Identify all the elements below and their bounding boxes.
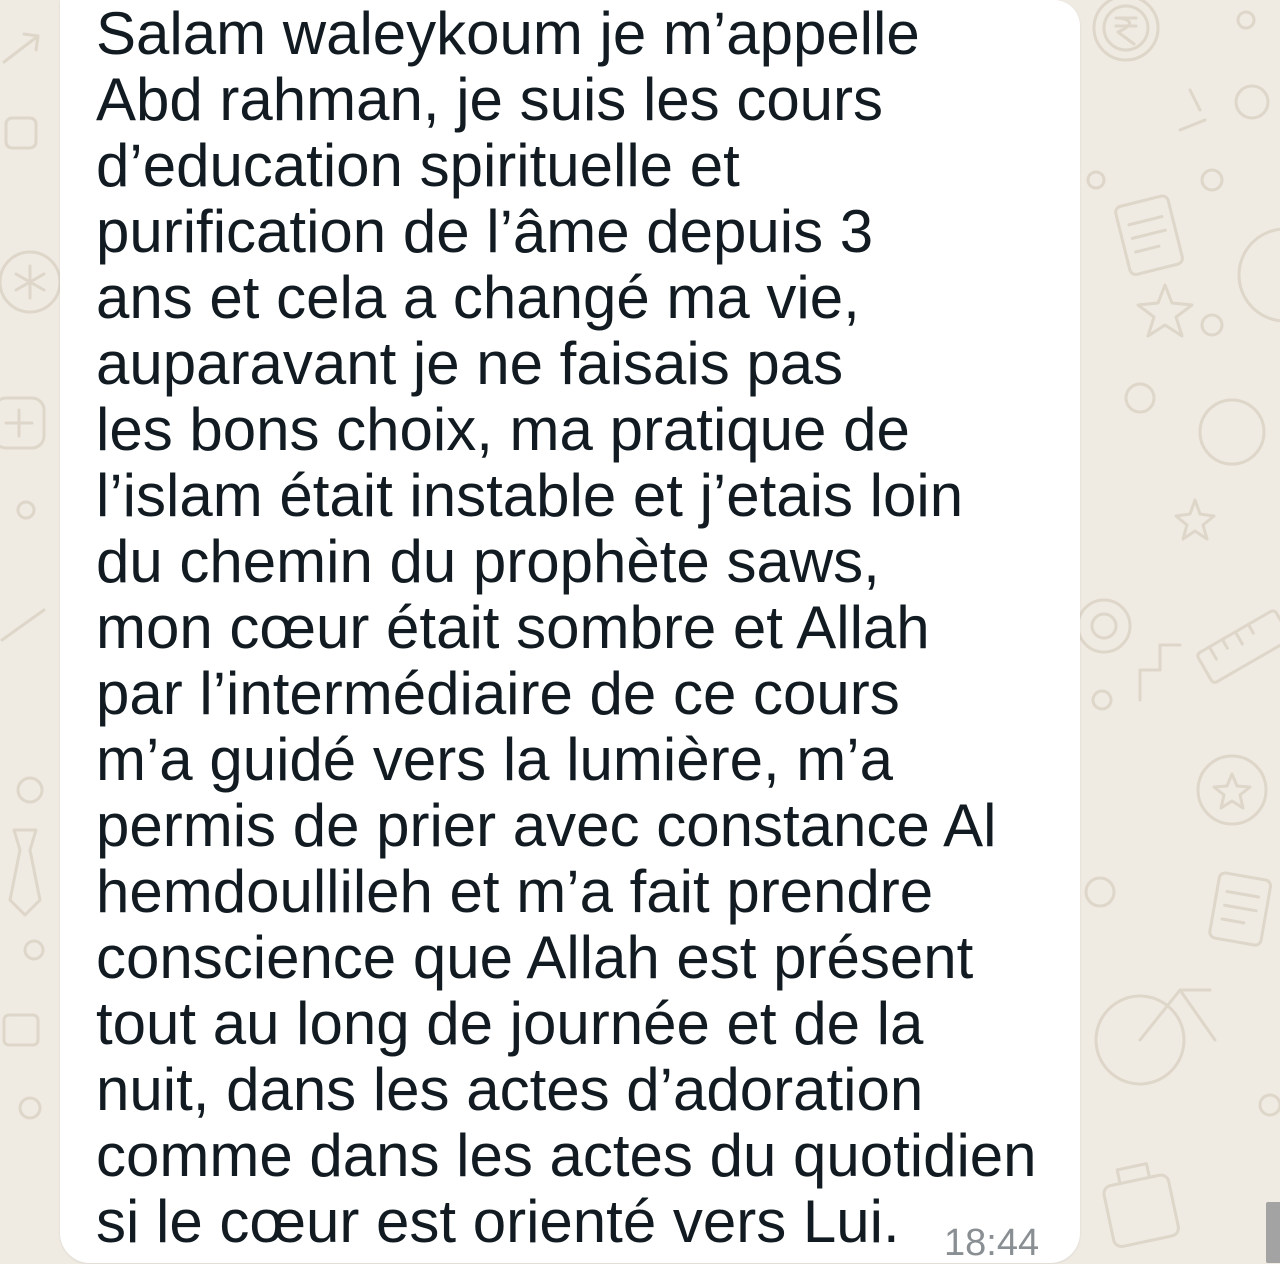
dot-doodle bbox=[20, 1098, 40, 1118]
message-line: Abd rahman, je suis les cours bbox=[96, 66, 884, 133]
tie-doodle bbox=[10, 830, 40, 915]
dot-doodle bbox=[1260, 1095, 1280, 1115]
message-line: permis de prier avec constance Al bbox=[96, 792, 997, 859]
star-badge-icon bbox=[1198, 756, 1266, 824]
star-icon bbox=[1176, 500, 1214, 539]
round-icon bbox=[1239, 229, 1280, 321]
message-line: m’a guidé vers la lumière, m’a bbox=[96, 726, 893, 793]
dot-doodle bbox=[18, 778, 42, 802]
message-line: du chemin du prophète saws, bbox=[96, 528, 880, 595]
receipt-icon bbox=[1209, 872, 1272, 946]
message-line: si le cœur est orienté vers Lui. bbox=[96, 1188, 900, 1255]
message-line: auparavant je ne faisais pas bbox=[96, 330, 844, 397]
message-line: Salam waleykoum je m’appelle bbox=[96, 0, 920, 67]
message-line: purification de l’âme depuis 3 bbox=[96, 198, 874, 265]
square-doodle bbox=[4, 1015, 38, 1045]
asterisk-doodle bbox=[16, 266, 44, 298]
message-line: conscience que Allah est présent bbox=[96, 924, 974, 991]
dot-doodle bbox=[1126, 384, 1154, 412]
coin-icon-mark bbox=[1116, 18, 1136, 44]
dot-doodle bbox=[1086, 878, 1114, 906]
receipt-icon bbox=[1114, 195, 1183, 276]
message-line: l’islam était instable et j’etais loin bbox=[96, 462, 964, 529]
arrow-icon bbox=[4, 34, 38, 62]
dot-doodle bbox=[1238, 12, 1254, 28]
message-text bbox=[96, 1, 1037, 1255]
line-doodle bbox=[2, 610, 44, 640]
dot-doodle bbox=[1088, 172, 1104, 188]
dot-doodle bbox=[1202, 315, 1222, 335]
round-icon bbox=[1200, 400, 1264, 464]
ruler-icon bbox=[1196, 609, 1280, 683]
scrollbar-thumb[interactable] bbox=[1266, 1202, 1280, 1263]
dot-doodle bbox=[1236, 86, 1268, 118]
message-line: par l’intermédiaire de ce cours bbox=[96, 660, 900, 727]
dot-doodle bbox=[18, 502, 34, 518]
message-timestamp: 18:44 bbox=[944, 1222, 1040, 1264]
message-line: ans et cela a changé ma vie, bbox=[96, 264, 860, 331]
plus-icon-cross bbox=[6, 410, 32, 436]
message-line: les bons choix, ma pratique de bbox=[96, 396, 910, 463]
message-line: d’education spirituelle et bbox=[96, 132, 740, 199]
coin-icon-inner bbox=[1092, 614, 1116, 638]
bag-icon bbox=[1100, 1160, 1180, 1248]
message-line: comme dans les actes du quotidien bbox=[96, 1122, 1037, 1189]
message-line: nuit, dans les actes d’adoration bbox=[96, 1056, 924, 1123]
message-bubble[interactable] bbox=[60, 0, 1080, 1263]
dot-doodle bbox=[1093, 691, 1111, 709]
square-doodle bbox=[6, 118, 36, 148]
star-icon bbox=[1214, 774, 1250, 808]
bicycle-icon bbox=[1096, 990, 1215, 1084]
star-icon bbox=[1138, 285, 1192, 336]
dot-doodle bbox=[1202, 170, 1222, 190]
message-line: hemdoullileh et m’a fait prendre bbox=[96, 858, 934, 925]
message-line: mon cœur était sombre et Allah bbox=[96, 594, 930, 661]
sparkle-doodle bbox=[1180, 90, 1205, 130]
stairs-doodle bbox=[1140, 645, 1180, 700]
coin-icon bbox=[1078, 600, 1130, 652]
dot-doodle bbox=[25, 941, 43, 959]
message-line: tout au long de journée et de la bbox=[96, 990, 924, 1057]
